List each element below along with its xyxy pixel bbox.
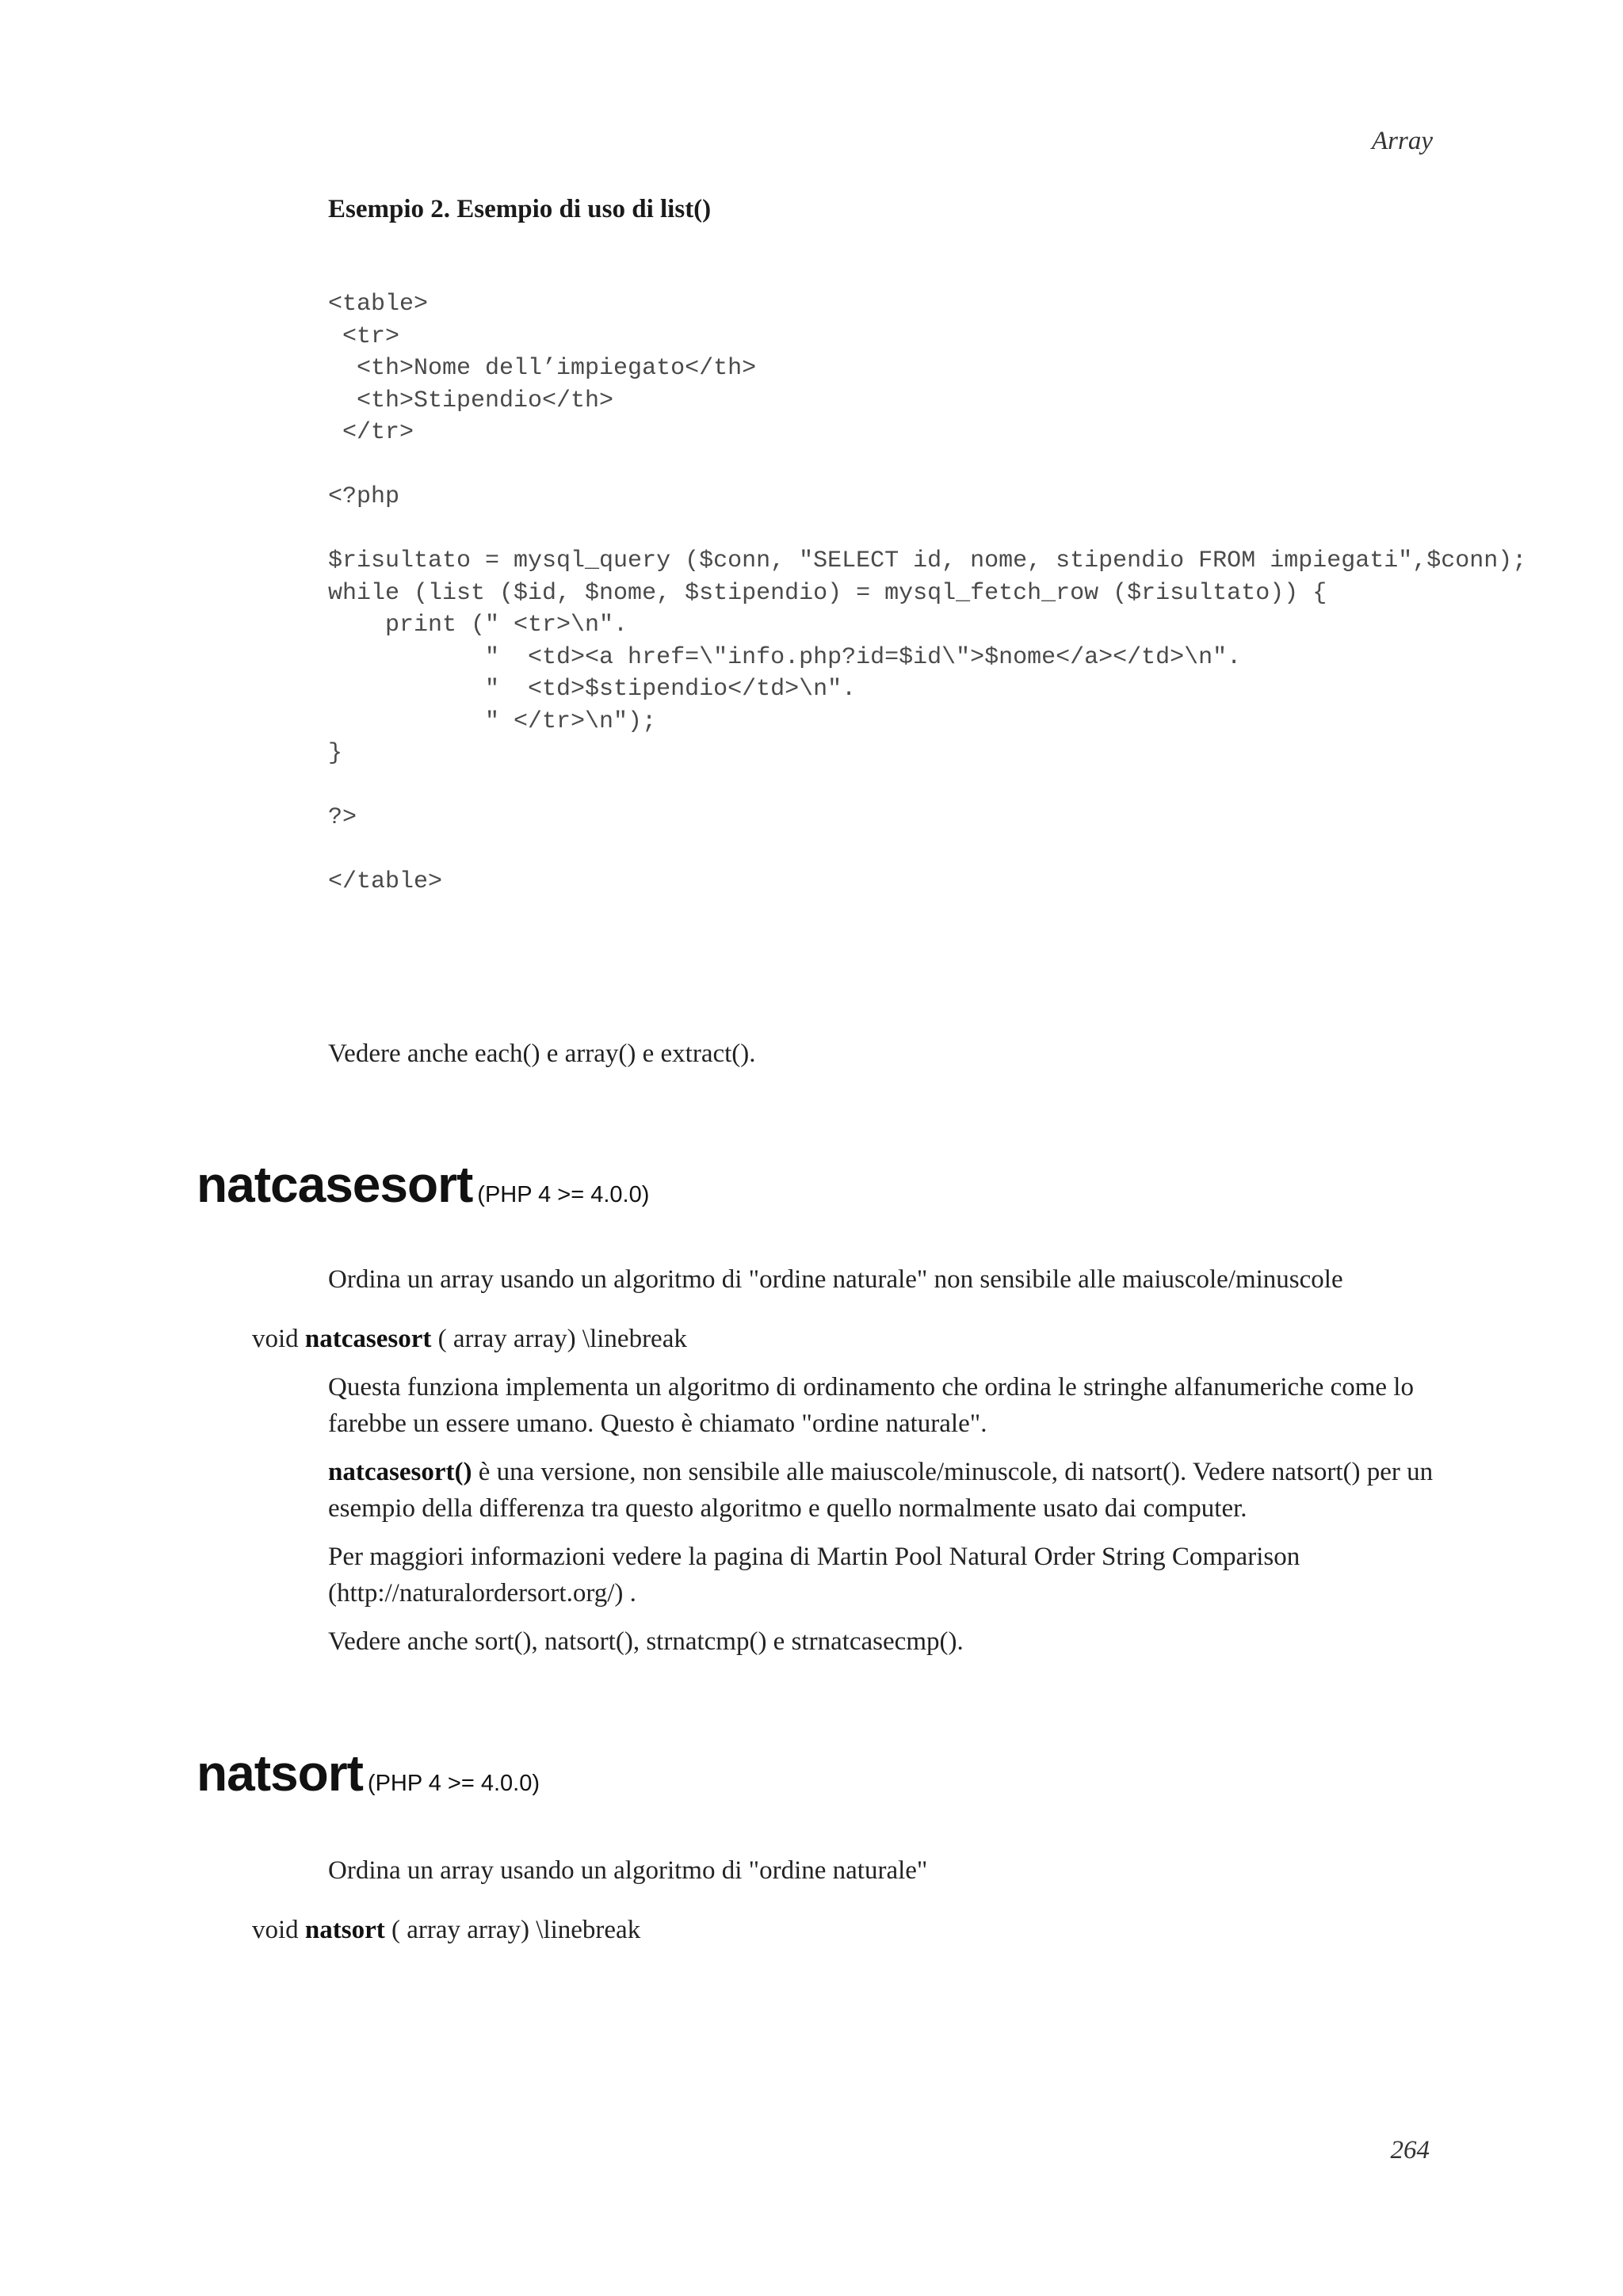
function-purpose: Ordina un array usando un algoritmo di "ordine naturale" [328, 1856, 928, 1885]
function-description [328, 1369, 1438, 1672]
see-also-paragraph: Vedere anche sort(), natsort(), strnatcmp() e strnatcasecmp(). [328, 1627, 964, 1656]
see-also-list: Vedere anche each() e array() e extract(). [328, 1039, 756, 1068]
function-name: natsort [197, 1745, 363, 1802]
example-title: Esempio 2. Esempio di uso di list() [328, 195, 712, 223]
function-synopsis [252, 1325, 687, 1354]
function-synopsis [252, 1916, 640, 1945]
description-paragraph [328, 1454, 1438, 1527]
return-type: void [252, 1916, 299, 1944]
function-name: natcasesort [197, 1156, 473, 1213]
version-note: (PHP 4 >= 4.0.0) [477, 1182, 650, 1207]
description-paragraph: Per maggiori informazioni vedere la pagina di Martin Pool Natural Order String Comparison (http://naturalordersort.org/) . [328, 1543, 1300, 1608]
synopsis-function-name: natcasesort [304, 1325, 432, 1353]
function-purpose: Ordina un array usando un algoritmo di "ordine naturale" non sensibile alle maiuscole/minuscole [328, 1265, 1343, 1294]
version-note: (PHP 4 >= 4.0.0) [367, 1771, 540, 1796]
function-reference: natcasesort() [328, 1458, 472, 1486]
page-number: 264 [1390, 2136, 1430, 2164]
synopsis-params: ( array array) \linebreak [437, 1325, 687, 1353]
description-paragraph: Questa funziona implementa un algoritmo di ordinamento che ordina le stringhe alfanumeriche come lo farebbe un essere umano. Questo è chiamato "ordine naturale". [328, 1373, 1414, 1438]
return-type: void [252, 1325, 299, 1353]
section-title-natsort [197, 1744, 540, 1802]
synopsis-function-name: natsort [304, 1916, 385, 1944]
paragraph-text: è una versione, non sensibile alle maiuscole/minuscole, di natsort(). Vedere natsort() per un esempio della differenza tra questo algoritmo e quello normalmente usato dai computer. [328, 1458, 1434, 1523]
synopsis-params: ( array array) \linebreak [391, 1916, 641, 1944]
section-title-natcasesort [197, 1155, 649, 1214]
code-example: <table> <tr> <th>Nome dell’impiegato</th> <th>Stipendio</th> </tr> <?php $risultato = mysql_query ($conn, "SELECT id, nome, stipendio FROM impiegati",$conn); while (list ($id, $nome, $stipendio) = mysql_fetch_row ($risultato)) { print (" <tr>\n". " <td><a href=\"info.php?id=$id\">$nome</a></td>\n". " <td>$stipendio</td>\n". " </tr>\n"); } ?> </table> [328, 291, 1527, 895]
running-header: Array [1372, 127, 1433, 155]
